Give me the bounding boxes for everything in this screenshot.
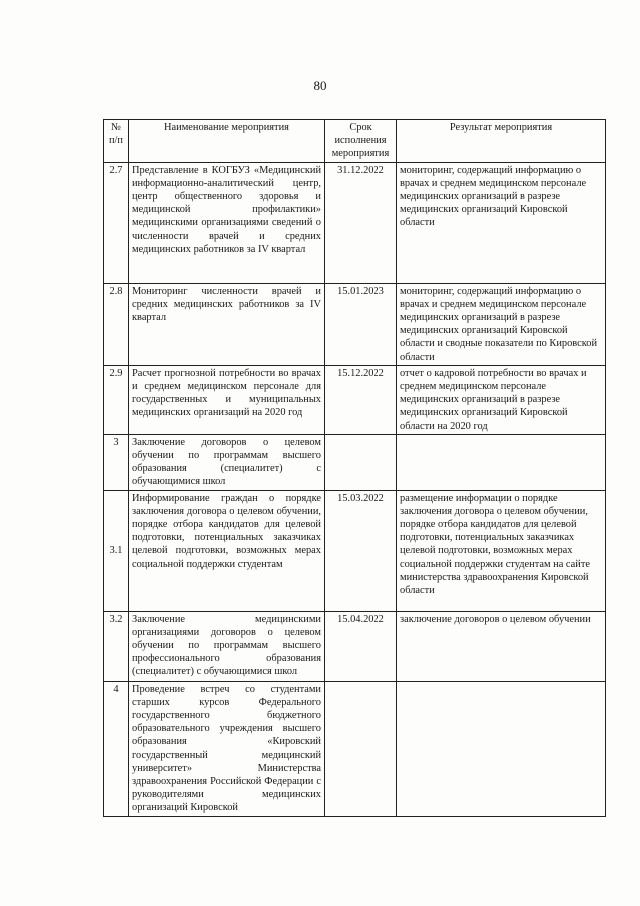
events-table bbox=[103, 119, 606, 817]
row-name: Проведение встреч со студентами старших курсов Федерального государственного бюджетного образовательного учреждения высшего образования «Кировский государственный медицинский университет» Министерства здравоохранения Российской Федерации с руководителями медицинских организаций Кировской bbox=[129, 681, 325, 816]
row-num: 3.2 bbox=[104, 611, 129, 681]
row-num: 3.1 bbox=[104, 490, 129, 611]
row-num: 2.8 bbox=[104, 283, 129, 365]
table-header-row bbox=[104, 120, 606, 163]
table-row bbox=[104, 283, 606, 365]
row-result: отчет о кадровой потребности во врачах и среднем медицинском персонале медицинских организаций в разрезе медицинских организаций Кировской области на 2020 год bbox=[397, 365, 606, 434]
row-num: 2.7 bbox=[104, 162, 129, 283]
row-num: 3 bbox=[104, 434, 129, 490]
row-result bbox=[397, 681, 606, 816]
row-num: 4 bbox=[104, 681, 129, 816]
row-date: 15.01.2023 bbox=[325, 283, 397, 365]
row-result: мониторинг, содержащий информацию о врачах и среднем медицинском персонале медицинских организаций в разрезе медицинских организаций Кировской области bbox=[397, 162, 606, 283]
row-name: Заключение медицинскими организациями договоров о целевом обучении по программам высшего профессионального образования (специалитет) с обучающимися школ bbox=[129, 611, 325, 681]
row-result bbox=[397, 434, 606, 490]
row-date: 15.12.2022 bbox=[325, 365, 397, 434]
table-row bbox=[104, 434, 606, 490]
row-name: Расчет прогнозной потребности во врачах и среднем медицинском персонале для государственных и муниципальных медицинских организаций на 2020 год bbox=[129, 365, 325, 434]
row-name: Информирование граждан о порядке заключения договора о целевом обучении, порядке отбора кандидатов для целевой подготовки, потенциальных заказчиках целевой подготовки, возможных мерах социальной поддержки студентам bbox=[129, 490, 325, 611]
header-name: Наименование мероприятия bbox=[129, 120, 325, 163]
row-name: Мониторинг численности врачей и средних медицинских работников за IV квартал bbox=[129, 283, 325, 365]
row-date: 15.03.2022 bbox=[325, 490, 397, 611]
table-row bbox=[104, 490, 606, 611]
row-result: размещение информации о порядке заключения договора о целевом обучении, порядке отбора кандидатов для целевой подготовки, потенциальных заказчиках целевой подготовки, возможных мерах социальной поддержки студентам на сайте министерства здравоохранения Кировской области bbox=[397, 490, 606, 611]
table-row bbox=[104, 162, 606, 283]
row-name: Представление в КОГБУЗ «Медицинский информационно-аналитический центр, центр общественного здоровья и медицинской профилактики» медицинскими организациями сведений о численности врачей и средних медицинских работников за IV квартал bbox=[129, 162, 325, 283]
row-date: 31.12.2022 bbox=[325, 162, 397, 283]
table-row bbox=[104, 611, 606, 681]
header-result: Результат мероприятия bbox=[397, 120, 606, 163]
row-result: мониторинг, содержащий информацию о врачах и среднем медицинском персонале медицинских организаций в разрезе медицинских организаций Кировской области и сводные показатели по Кировской области bbox=[397, 283, 606, 365]
row-name: Заключение договоров о целевом обучении по программам высшего образования (специалитет) с обучающимися школ bbox=[129, 434, 325, 490]
row-date: 15.04.2022 bbox=[325, 611, 397, 681]
row-num: 2.9 bbox=[104, 365, 129, 434]
row-date bbox=[325, 434, 397, 490]
row-result: заключение договоров о целевом обучении bbox=[397, 611, 606, 681]
table-row bbox=[104, 365, 606, 434]
header-date: Срок исполнения мероприятия bbox=[325, 120, 397, 163]
page-number: 80 bbox=[313, 78, 327, 93]
header-num: № п/п bbox=[104, 120, 129, 163]
table-row bbox=[104, 681, 606, 816]
row-date bbox=[325, 681, 397, 816]
